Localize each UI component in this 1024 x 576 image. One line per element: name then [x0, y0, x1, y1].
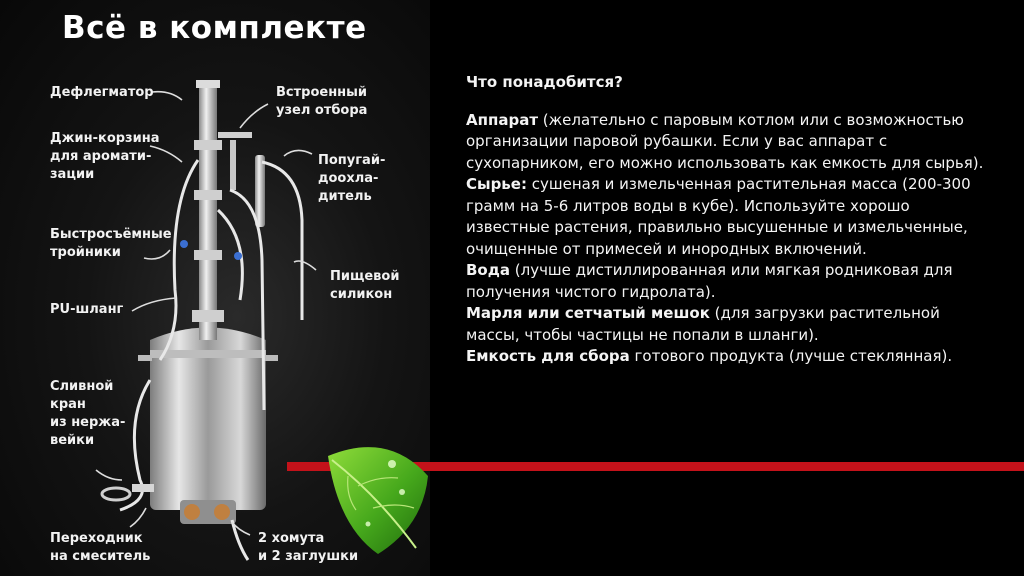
item-raw-material: Сырье: сушеная и измельченная растительная масса (200-300 грамм на 5-6 литров воды в кубе). Используйте хорошо известные растения, правильно высушенные и измельченные, очищенные от примесей и инородных включений. [466, 175, 971, 258]
content-heading: Что понадобится? [466, 73, 623, 91]
requirements-content [466, 72, 986, 368]
label-clamps: 2 хомута и 2 заглушки [258, 531, 359, 564]
label-quick-tees: Быстросъёмные тройники [50, 227, 172, 260]
label-food-silicone: Пищевой силикон [330, 269, 400, 302]
label-parrot-cooler: Попугай- доохла- дитель [318, 153, 386, 204]
label-adapter: Переходник на смеситель [50, 531, 151, 564]
item-collection-vessel: Емкость для сбора готового продукта (лучше стеклянная). [466, 347, 953, 365]
label-drain-valve: Сливной кран из нержа- вейки [50, 379, 126, 448]
label-builtin-node: Встроенный узел отбора [276, 85, 368, 118]
page-title: Всё в комплекте [62, 10, 367, 46]
label-deflegmator: Дефлегматор [50, 85, 154, 100]
label-gin-basket: Джин-корзина для аромати- зации [50, 131, 160, 182]
item-water: Вода (лучше дистиллированная или мягкая родниковая для получения чистого гидролата). [466, 261, 953, 301]
leaf-icon [318, 436, 438, 568]
item-gauze-bag: Марля или сетчатый мешок (для загрузки растительной массы, чтобы частицы не попали в шланги). [466, 304, 940, 344]
label-pu-hose: PU-шланг [50, 302, 124, 317]
item-apparatus: Аппарат (желательно с паровым котлом или с возможностью организации паровой рубашки. Если у вас аппарат с сухопарником, его можно использовать как емкость для сырья). [466, 110, 984, 172]
